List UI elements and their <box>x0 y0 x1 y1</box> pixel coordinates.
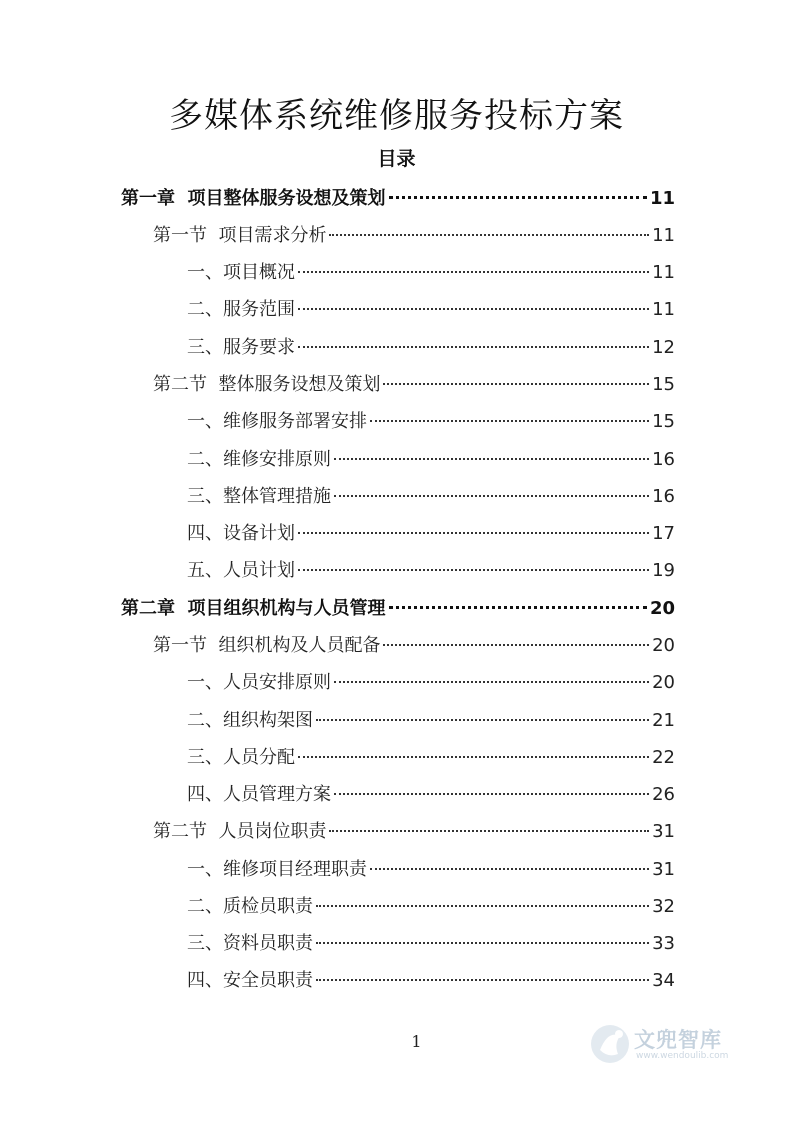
toc-entry-page: 16 <box>652 486 675 507</box>
toc-leader-dots <box>383 644 649 646</box>
toc-entry-text: 第二节 整体服务设想及策划 <box>153 374 381 395</box>
toc-entry-page: 16 <box>652 449 675 470</box>
watermark-logo-icon <box>588 1020 632 1070</box>
toc-entry-page: 15 <box>652 411 675 432</box>
toc-entry-text: 二、组织构架图 <box>187 710 313 731</box>
page-number: 1 <box>411 1032 422 1051</box>
toc-entry-text: 二、质检员职责 <box>187 896 313 917</box>
toc-leader-dots <box>334 681 649 683</box>
toc-entry-page: 21 <box>652 710 675 731</box>
toc-leader-dots <box>316 719 649 721</box>
toc-entry-page: 11 <box>652 299 675 320</box>
toc-entry-text: 五、人员计划 <box>187 560 295 581</box>
toc-entry-item[interactable] <box>187 745 675 771</box>
toc-entry-page: 20 <box>652 635 675 656</box>
toc-entry-chapter[interactable] <box>121 186 675 212</box>
toc-entry-page: 31 <box>652 821 675 842</box>
toc-entry-item[interactable] <box>187 708 675 734</box>
toc-entry-section[interactable] <box>153 819 675 845</box>
watermark <box>588 1020 758 1072</box>
toc-entry-text: 第一章 项目整体服务设想及策划 <box>121 188 386 209</box>
toc-entry-page: 20 <box>652 672 675 693</box>
toc-entry-page: 11 <box>652 225 675 246</box>
toc-leader-dots <box>298 532 649 534</box>
toc-entry-item[interactable] <box>187 409 675 435</box>
toc-entry-page: 15 <box>652 374 675 395</box>
toc-entry-item[interactable] <box>187 260 675 286</box>
toc-entry-text: 三、整体管理措施 <box>187 486 331 507</box>
toc-leader-dots <box>298 308 649 310</box>
toc-entry-section[interactable] <box>153 372 675 398</box>
toc-heading: 目录 <box>377 148 416 170</box>
toc-entry-page: 11 <box>649 188 675 209</box>
toc-entry-page: 32 <box>652 896 675 917</box>
toc-leader-dots <box>329 234 649 236</box>
toc-entry-item[interactable] <box>187 558 675 584</box>
toc-leader-dots <box>316 905 649 907</box>
toc-leader-dots <box>334 495 649 497</box>
toc-entry-page: 11 <box>652 262 675 283</box>
document-title: 多媒体系统维修服务投标方案 <box>169 96 624 136</box>
toc-leader-dots <box>334 458 649 460</box>
toc-entry-page: 26 <box>652 784 675 805</box>
toc-leader-dots <box>370 420 649 422</box>
toc-entry-page: 31 <box>652 859 675 880</box>
toc-entry-text: 第二章 项目组织机构与人员管理 <box>121 598 386 619</box>
toc-leader-dots <box>298 569 649 571</box>
toc-entry-page: 20 <box>649 598 675 619</box>
toc-leader-dots <box>389 606 647 609</box>
toc-entry-text: 二、维修安排原则 <box>187 449 331 470</box>
toc-entry-text: 第一节 项目需求分析 <box>153 225 327 246</box>
toc-entry-text: 二、服务范围 <box>187 299 295 320</box>
toc-entry-text: 一、维修项目经理职责 <box>187 859 367 880</box>
toc-entry-text: 四、设备计划 <box>187 523 295 544</box>
toc-entry-page: 17 <box>652 523 675 544</box>
toc-entry-page: 19 <box>652 560 675 581</box>
toc-entry-text: 三、服务要求 <box>187 337 295 358</box>
toc-entry-text: 三、资料员职责 <box>187 933 313 954</box>
toc-leader-dots <box>298 346 649 348</box>
watermark-text: 文兜智库 <box>634 1028 722 1052</box>
toc-leader-dots <box>298 756 649 758</box>
toc-entry-text: 第一节 组织机构及人员配备 <box>153 635 381 656</box>
toc-entry-text: 四、人员管理方案 <box>187 784 331 805</box>
toc-leader-dots <box>383 383 649 385</box>
toc-entry-text: 三、人员分配 <box>187 747 295 768</box>
toc-entry-text: 第二节 人员岗位职责 <box>153 821 327 842</box>
toc-entry-item[interactable] <box>187 484 675 510</box>
toc-entry-text: 一、维修服务部署安排 <box>187 411 367 432</box>
toc-entry-page: 33 <box>652 933 675 954</box>
toc-entry-item[interactable] <box>187 447 675 473</box>
toc-entry-item[interactable] <box>187 521 675 547</box>
toc-entry-item[interactable] <box>187 857 675 883</box>
toc-entry-page: 34 <box>652 970 675 991</box>
toc-entry-item[interactable] <box>187 894 675 920</box>
toc-entry-item[interactable] <box>187 670 675 696</box>
toc-entry-text: 四、安全员职责 <box>187 970 313 991</box>
toc-entry-item[interactable] <box>187 968 675 994</box>
toc-leader-dots <box>389 196 647 199</box>
toc-leader-dots <box>329 830 649 832</box>
toc-entry-item[interactable] <box>187 335 675 361</box>
toc-leader-dots <box>316 979 649 981</box>
toc-leader-dots <box>370 868 649 870</box>
toc-entry-section[interactable] <box>153 223 675 249</box>
toc-entry-page: 12 <box>652 337 675 358</box>
toc-leader-dots <box>298 271 649 273</box>
toc-entry-page: 22 <box>652 747 675 768</box>
toc-leader-dots <box>316 942 649 944</box>
toc-entry-text: 一、项目概况 <box>187 262 295 283</box>
toc-entry-text: 一、人员安排原则 <box>187 672 331 693</box>
watermark-url: www.wendoulib.com <box>636 1051 729 1061</box>
toc-entry-item[interactable] <box>187 297 675 323</box>
toc-entry-chapter[interactable] <box>121 596 675 622</box>
toc-entry-section[interactable] <box>153 633 675 659</box>
toc-entry-item[interactable] <box>187 931 675 957</box>
toc-leader-dots <box>334 793 649 795</box>
toc-entry-item[interactable] <box>187 782 675 808</box>
